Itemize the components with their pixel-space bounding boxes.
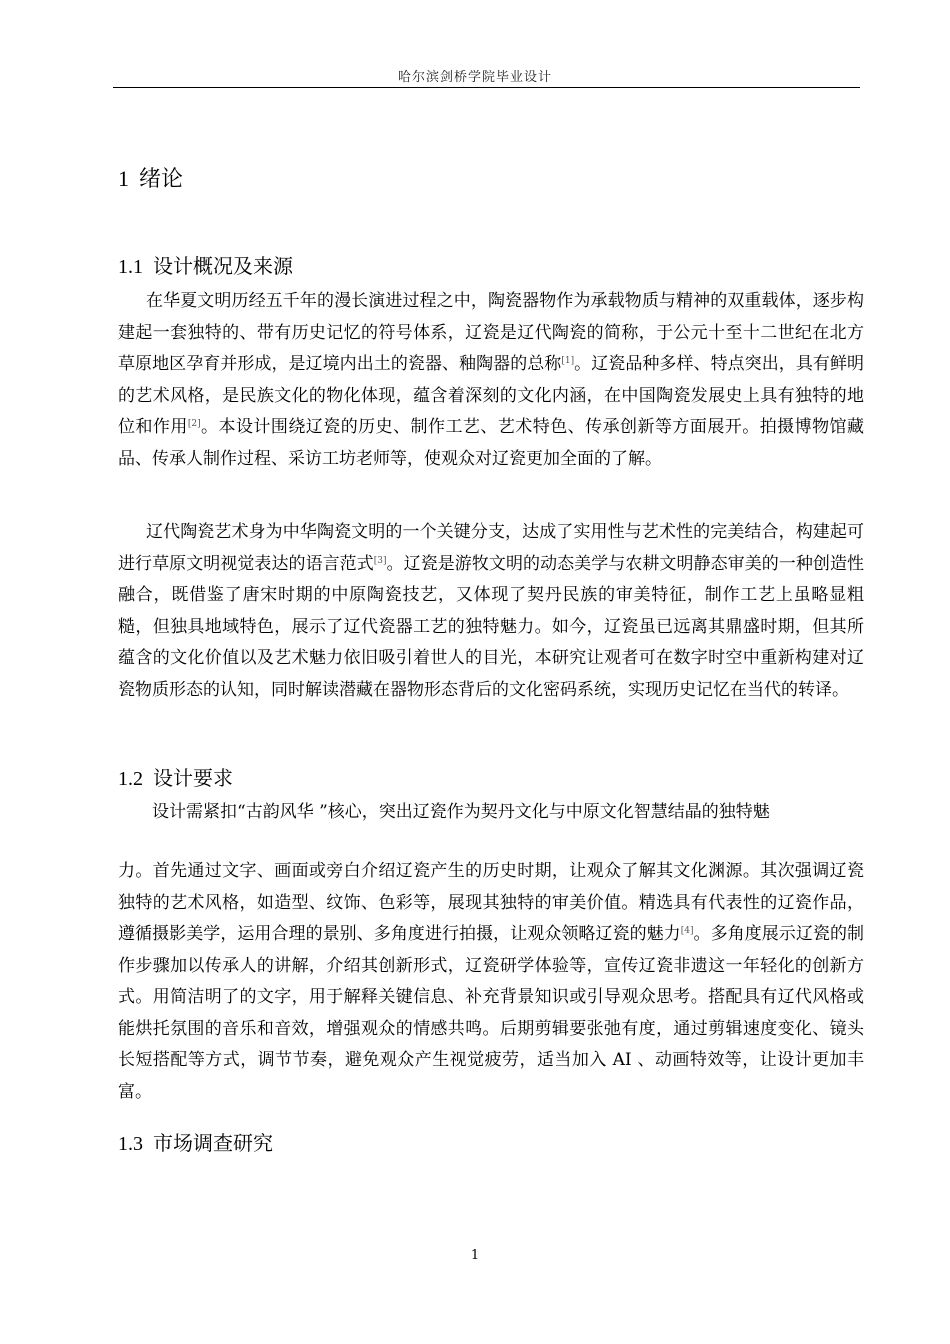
chapter-heading: [118, 162, 183, 193]
section-number: 1.1: [118, 256, 143, 278]
text-run: 力。首先通过文字、画面或旁白介绍辽瓷产生的历史时期，让观众了解其文化渊源。其次强调辽瓷独特的艺术风格，如造型、纹饰、色彩等，展现其独特的审美价值。精选具有代表性的辽瓷作品，遵循摄影美学，运用合理的景别、多角度进行拍摄，让观众领略辽瓷的魅力: [118, 861, 864, 944]
section-number: 1.3: [118, 1133, 143, 1155]
section-number: 1.2: [118, 768, 143, 790]
chapter-title: 绪论: [139, 167, 184, 192]
section-heading-1-2: [118, 762, 233, 791]
text-run: 在华夏文明历经五千年的漫长演进过程之中，陶瓷器物作为承载物质与精神的双重载体，逐步构建起一套独特的、带有历史记忆的符号体系，辽瓷是辽代陶瓷的简称，于公元十至十二世纪在北方草原地区孕育并形成，是辽境内出土的瓷器、釉陶器的总称: [118, 291, 864, 374]
header-rule: [113, 87, 860, 88]
chapter-number: 1: [118, 166, 129, 191]
section-heading-1-3: [118, 1127, 273, 1156]
text-run: 。辽瓷是游牧文明的动态美学与农耕文明静态审美的一种创造性融合，既借鉴了唐宋时期的中原陶瓷技艺，又体现了契丹民族的审美特征，制作工艺上虽略显粗糙，但独具地域特色，展示了辽代瓷器工艺的独特魅力。如今，辽瓷虽已远离其鼎盛时期，但其所蕴含的文化价值以及艺术魅力依旧吸引着世人的目光，本研究让观者可在数字时空中重新构建对辽瓷物质形态的认知，同时解读潜藏在器物形态背后的文化密码系统，实现历史记忆在当代的转译。: [118, 553, 865, 700]
paragraph-1-1-b: [118, 517, 864, 706]
paragraph-1-2: [118, 856, 864, 1108]
text-run: 辽代陶瓷艺术身为中华陶瓷文明的一个关键分支，达成了实用性与艺术性的完美结合，构建起可进行草原文明视觉表达的语言范式: [118, 522, 864, 574]
citation-ref: [2]: [187, 419, 201, 429]
hanging-first-line: 设计需紧扣“古韵风华 ”核心，突出辽瓷作为契丹文化与中原文化智慧结晶的独特魅: [152, 802, 770, 822]
citation-ref: [3]: [373, 555, 387, 566]
running-header: 哈尔滨剑桥学院毕业设计: [397, 70, 552, 85]
paragraph-1-1-a: [118, 286, 864, 475]
section-title: 设计要求: [153, 766, 233, 790]
section-title: 设计概况及来源: [153, 254, 293, 278]
text-run: 。辽瓷品种多样、特点突出，具有鲜明的艺术风格，是民族文化的物化体现，蕴含着深刻的文化内涵，在中国陶瓷发展史上具有独特的地位和作用: [118, 354, 864, 437]
text-run: 。本设计围绕辽瓷的历史、制作工艺、艺术特色、传承创新等方面展开。拍摄博物馆藏品、传承人制作过程、采访工坊老师等，使观众对辽瓷更加全面的了解。: [118, 417, 865, 469]
citation-ref: [4]: [680, 926, 694, 936]
citation-ref: [1]: [561, 356, 575, 366]
page-number: 1: [470, 1248, 480, 1263]
section-heading-1-1: [118, 250, 293, 279]
section-title: 市场调查研究: [153, 1131, 273, 1155]
text-run: 。多角度展示辽瓷的制作步骤加以传承人的讲解，介绍其创新形式，辽瓷研学体验等，宣传辽瓷非遗这一年轻化的创新方式。用简洁明了的文字，用于解释关键信息、补充背景知识或引导观众思考。搭配具有辽代风格或能烘托氛围的音乐和音效，增强观众的情感共鸣。后期剪辑要张弛有度，通过剪辑速度变化、镜头长短搭配等方式，调节节奏，避免观众产生视觉疲劳，适当加入 AI 、动画特效等，让设计更加丰富。: [118, 924, 865, 1102]
